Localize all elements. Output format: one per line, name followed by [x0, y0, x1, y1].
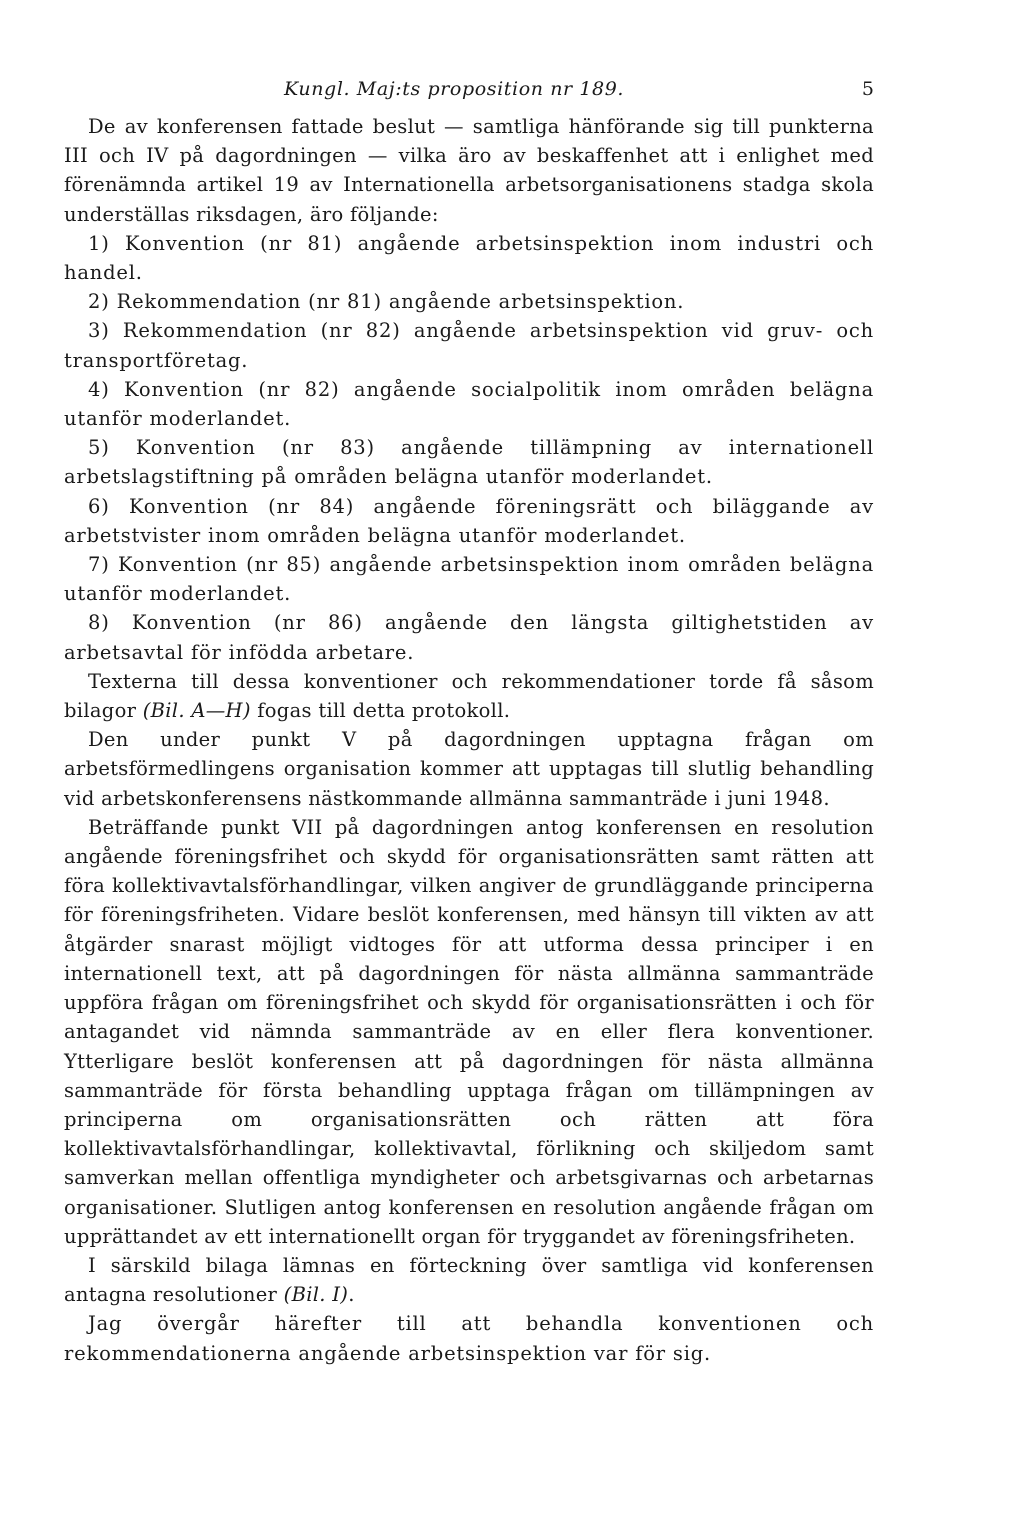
resolutions-paragraph-after: . — [348, 1283, 355, 1307]
texts-paragraph-before: Texterna till dessa konventioner och rekommendationer torde få såsom bilagor — [64, 669, 874, 723]
list-item-8: 8) Konvention (nr 86) angående den längsta giltighetstiden av arbetsavtal för infödda arbetare. — [64, 611, 874, 664]
body-text — [64, 112, 874, 1368]
resolutions-paragraph-before: I särskild bilaga lämnas en förteckning över samtliga vid konferensen antagna resolutioner — [64, 1253, 874, 1307]
page-number: 5 — [861, 78, 874, 100]
closing-paragraph: Jag övergår härefter till att behandla konventionen och rekommendationerna angående arbetsinspektion var för sig. — [64, 1312, 874, 1365]
punkt-vii-paragraph: Beträffande punkt VII på dagordningen antog konferensen en resolution angående föreningsfrihet och skydd för organisationsrätten samt rätten att föra kollektivavtalsförhandlingar, vilken angiver de grundläggande principerna för föreningsfriheten. Vidare beslöt konferensen, med hänsyn till vikten av att åtgärder snarast möjligt vidtoges för att utforma dessa principer i en internationell text, att på dagordningen för nästa allmänna sammanträde uppföra frågan om föreningsfrihet och skydd för organisationsrätten i och för antagandet vid nämnda sammanträde av en eller flera konventioner. Ytterligare beslöt konferensen att på dagordningen för nästa allmänna sammanträde för första behandling upptaga frågan om tillämpningen av principerna om organisationsrätten och rätten att föra kollektivavtalsförhandlingar, kollektivavtal, förlikning och skiljedom samt samverkan mellan offentliga myndigheter och arbetsgivarnas och arbetarnas organisationer. Slutligen antog konferensen en resolution angående frågan om upprättandet av ett internationellt organ för tryggandet av föreningsfriheten. — [64, 815, 874, 1248]
running-title: Kungl. Maj:ts proposition nr 189. — [284, 78, 625, 100]
list-item-1: 1) Konvention (nr 81) angående arbetsinspektion inom industri och handel. — [64, 231, 874, 285]
page-header — [64, 78, 874, 112]
resolutions-reference: (Bil. I) — [283, 1283, 349, 1307]
appendix-reference: (Bil. A—H) — [142, 699, 251, 723]
texts-paragraph-after: fogas till detta protokoll. — [250, 699, 511, 723]
list-item-5: 5) Konvention (nr 83) angående tillämpning av internationell arbetslagstiftning på områden belägna utanför moderlandet. — [64, 436, 874, 489]
punkt-v-paragraph: Den under punkt V på dagordningen upptagna frågan om arbetsförmedlingens organisation kommer att upptagas till slutlig behandling vid arbetskonferensens nästkommande allmänna sammanträde i juni 1948. — [64, 728, 874, 810]
list-item-3: 3) Rekommendation (nr 82) angående arbetsinspektion vid gruv- och transportföretag. — [64, 319, 874, 372]
list-item-7: 7) Konvention (nr 85) angående arbetsinspektion inom områden belägna utanför moderlandet. — [64, 553, 874, 606]
intro-paragraph: De av konferensen fattade beslut — samtliga hänförande sig till punkterna III och IV på dagordningen — vilka äro av beskaffenhet att i enlighet med förenämnda artikel 19 av Internationella arbetsorganisationens stadga skola underställas riksdagen, äro följande: — [64, 115, 874, 226]
texts-paragraph — [64, 667, 874, 725]
document-page — [64, 78, 874, 1368]
list-item-4: 4) Konvention (nr 82) angående socialpolitik inom områden belägna utanför moderlandet. — [64, 377, 874, 431]
list-item-6: 6) Konvention (nr 84) angående föreningsrätt och biläggande av arbetstvister inom områden belägna utanför moderlandet. — [64, 494, 874, 547]
resolutions-paragraph — [64, 1251, 874, 1309]
list-item-2: 2) Rekommendation (nr 81) angående arbetsinspektion. — [88, 290, 685, 314]
